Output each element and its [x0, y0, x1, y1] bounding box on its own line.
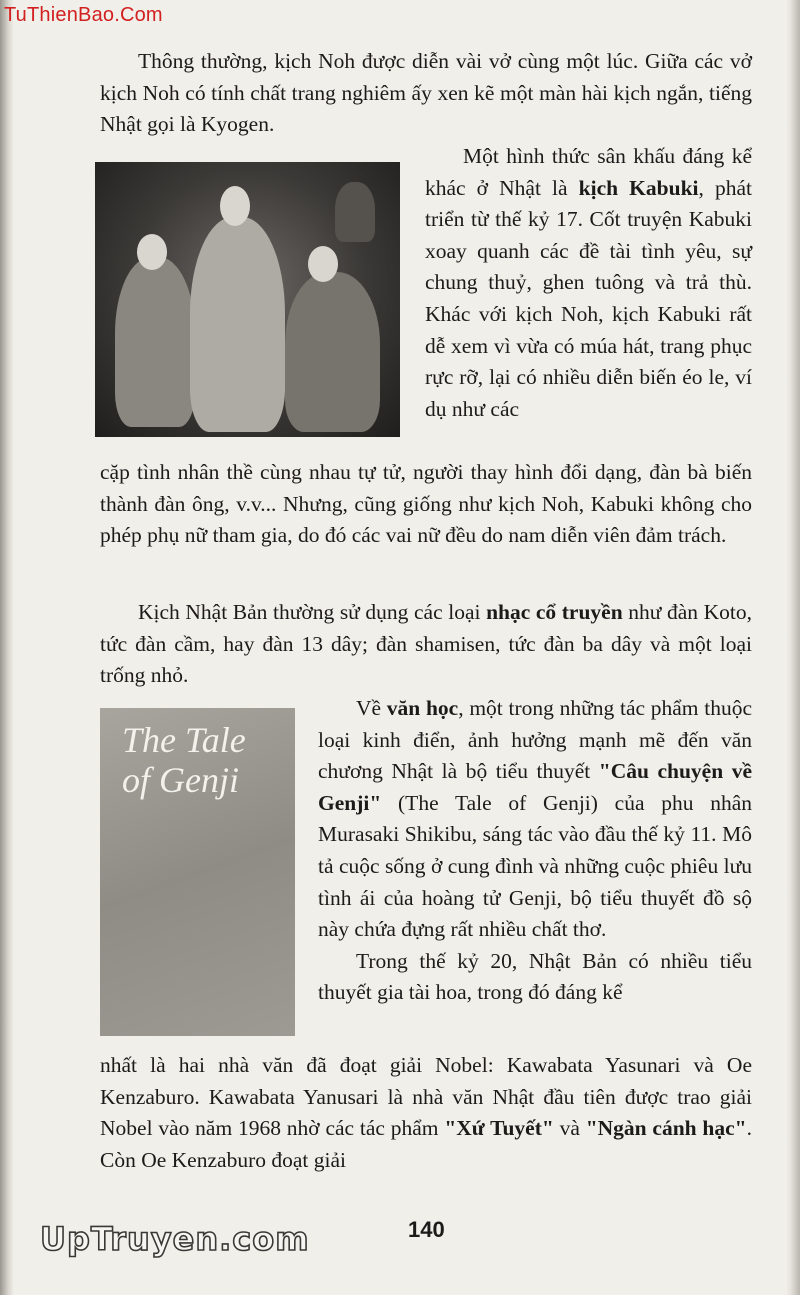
paragraph-kabuki-cont: cặp tình nhân thề cùng nhau tự tử, người thay hình đổi dạng, đàn bà biến thành đàn ông, v.v... Nhưng, cũng giống như kịch Noh, Kabuki không cho phép phụ nữ tham gia, do đó các vai nữ đều do nam diễn viên đảm trách.: [100, 460, 752, 548]
kabuki-photo: [95, 162, 400, 437]
paragraph-noh: Thông thường, kịch Noh được diễn vài vở cùng một lúc. Giữa các vở kịch Noh có tính chất trang nghiêm ấy xen kẽ một màn hài kịch ngắn, tiếng Nhật gọi là Kyogen.: [100, 49, 752, 137]
paragraph-kabuki: Một hình thức sân khấu đáng kể khác ở Nhật là kịch Kabuki, phát triển từ thế kỷ 17. Cốt truyện Kabuki xoay quanh các đề tài tình yêu, sự chung thuỷ, ghen tuông và trả thù. Khác với kịch Noh, kịch Kabuki rất dễ xem vì vừa có múa hát, trang phục rực rỡ, lại có nhiều diễn biến éo le, ví dụ như các: [425, 144, 753, 421]
page-left-edge: [0, 0, 14, 1295]
watermark-top: TuThienBao.Com: [4, 4, 163, 26]
paragraph-nobel: nhất là hai nhà văn đã đoạt giải Nobel: Kawabata Yasunari và Oe Kenzaburo. Kawabata Yanusari là nhà văn Nhật đầu tiên được trao giải Nobel vào năm 1968 nhờ các tác phẩm "Xứ Tuyết" và "Ngàn cánh hạc". Còn Oe Kenzaburo đoạt giải: [100, 1053, 752, 1172]
genji-book-cover: [100, 708, 295, 1036]
page-number: 140: [408, 1217, 445, 1242]
paragraph-literature: Về văn học, một trong những tác phẩm thuộc loại kinh điển, ảnh hưởng mạnh mẽ đến văn chương Nhật là bộ tiểu thuyết "Câu chuyện về Genji" (The Tale of Genji) của phu nhân Murasaki Shikibu, sáng tác vào đầu thế kỷ 11. Mô tả cuộc sống ở cung đình và những cuộc phiêu lưu tình ái của hoàng tử Genji, bộ tiểu thuyết đồ sộ này chứa đựng rất nhiều chất thơ. Trong thế kỷ 20, Nhật Bản có nhiều tiểu thuyết gia tài hoa, trong đó đáng kể: [318, 696, 753, 1005]
paragraph-music: Kịch Nhật Bản thường sử dụng các loại nhạc cổ truyền như đàn Koto, tức đàn cầm, hay đàn 13 dây; đàn shamisen, tức đàn ba dây và một loại trống nhỏ.: [100, 600, 752, 688]
cover-title: The Tale of Genji: [122, 720, 246, 800]
page-right-edge: [786, 0, 800, 1295]
watermark-bottom: UpTruyen.com: [40, 1220, 310, 1258]
